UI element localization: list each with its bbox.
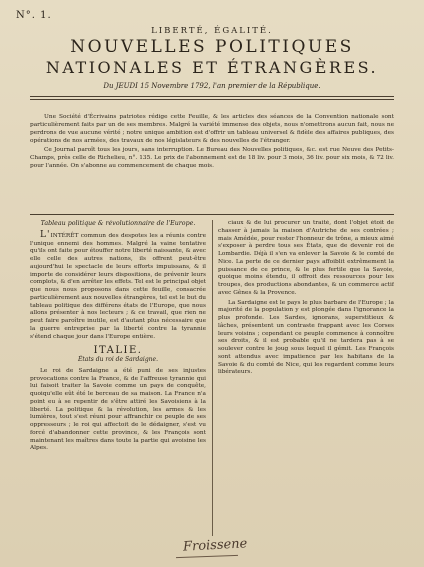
- article-paragraph: ciaux & de lui procurer un traité, dont l'objet étoit de chasser à jamais la maison d'Autriche de ses contrées ; mais Amédée, pour rester l'honneur de trône, a mieux aimé s'exposer à perdre tous ses États, que de devenir roi de Lombardie. Déjà il s'en va enlever la Savoie & le comté de Nice. La perte de ce dernier pays affoiblit extrêmement la puissance de ce prince, & le plus fertile que la Savoie, quoique moins étendu, il offroit des ressources pour les troupes, des productions abondantes, & un commerce actif avec Gênes & la Provence.: [218, 220, 394, 296]
- article-paragraph: L'INTÉRÊT commun des despotes les a réunis contre l'unique ennemi des hommes. Malgré la vaine tentative qu'ils ont faite pour étouffer notre liberté naissante, & avec elle celle des autres nations, ils offrent peut-être aujourd'hui le spectacle de leurs efforts impuissans, & il importe de considérer leurs dispositions, de prévenir leurs complots, & d'en arrêter les effets. Tel est le principal objet que nous nous proposons dans cette feuille, consacrée particulièrement aux nouvelles étrangères, tel est le but du tableau politique des différens états de l'Europe, que nous allons présenter à nos lecteurs ; & ce travail, que rien ne peut faire paroître inutile, est d'autant plus nécessaire que la guerre entreprise par la liberté contre la tyrannie s'étend chaque jour dans l'Europe entière.: [30, 229, 206, 340]
- newspaper-title-line-1: NOUVELLES POLITIQUES: [70, 37, 354, 57]
- article-columns: [30, 220, 394, 540]
- section-rule: [30, 214, 394, 215]
- right-column: [218, 220, 394, 538]
- handwritten-signature: Froissene: [182, 536, 248, 555]
- prospectus-paragraph: Une Société d'Écrivains patriotes rédige cette Feuille, & les articles des séances de la Convention nationale sont particulièrement faits par un de ses membres. Malgré la variété immense des objets, nous n'omettrons aucun fait, nous ne perdrons de vue aucune vérité ; notre unique ambition est d'offrir un tableau universel & fidèle des affaires publiques, des opérations de nos armées, des travaux de nos législateurs & des nouvelles de l'étranger.: [30, 114, 394, 145]
- newspaper-title-line-2: NATIONALES ET ÉTRANGÈRES.: [45, 58, 379, 77]
- prospectus: [30, 113, 394, 171]
- country-heading: ITALIE.: [93, 345, 143, 357]
- country-subheading: États du roi de Sardaigne.: [77, 356, 159, 363]
- column-divider: [212, 220, 213, 536]
- left-column: [30, 220, 206, 538]
- signature-underline: [176, 555, 238, 558]
- masthead-rule-top: [30, 96, 394, 97]
- article-paragraph: La Sardaigne est le pays le plus barbare de l'Europe ; la majorité de la population y est plongée dans l'ignorance la plus profonde. Les Sardes, ignorans, superstitieux & lâches, présentent un contraste frappant avec les Corses leurs voisins ; cependant ce peuple commence à connoître ses droits, & il est probable qu'il ne tardera pas à se soulever contre le joug sous lequel il gémit. Les François sont attendus avec impatience par les habitans de la Savoie & du comté de Nice, qui les regardent comme leurs libérateurs.: [218, 299, 394, 376]
- prospectus-paragraph: Ce Journal paroît tous les jours, sans interruption. Le Bureau des Nouvelles politiques, &c. est rue Neuve des Petits-Champs, près celle de Richelieu, n°. 135. Le prix de l'abonnement est de 18 liv. pour 3 mois, 36 liv. pour six mois, & 72 liv. pour l'année. On s'abonne au commencement de chaque mois.: [30, 147, 394, 170]
- article-paragraph: Le roi de Sardaigne a été puni de ses injustes provocations contre la France, & de l'affreuse tyrannie qui lui faisoit traiter la Savoie comme un pays de conquête, quoiqu'elle eût été le berceau de sa maison. La France n'a point eu à se repentir de s'être attiré les Savoisiens à la liberté. La politique & la révolution, les armes & les lumières, tout s'est réuni pour affranchir ce peuple de ses oppresseurs ; le roi qui affectoit de le dédaigner, s'est vu forcé d'abandonner cette province, & les François sont maintenant les maîtres dans toute la partie qui avoisine les Alpes.: [30, 367, 206, 452]
- issue-number: N°. 1.: [16, 10, 52, 21]
- masthead-rule-bottom: [30, 99, 394, 100]
- dateline: Du JEUDI 15 Novembre 1792, l'an premier de la République.: [103, 82, 321, 90]
- section-title: Tableau politique & révolutionnaire de l'Europe.: [40, 220, 196, 227]
- motto: LIBERTÉ, ÉGALITÉ.: [151, 26, 273, 36]
